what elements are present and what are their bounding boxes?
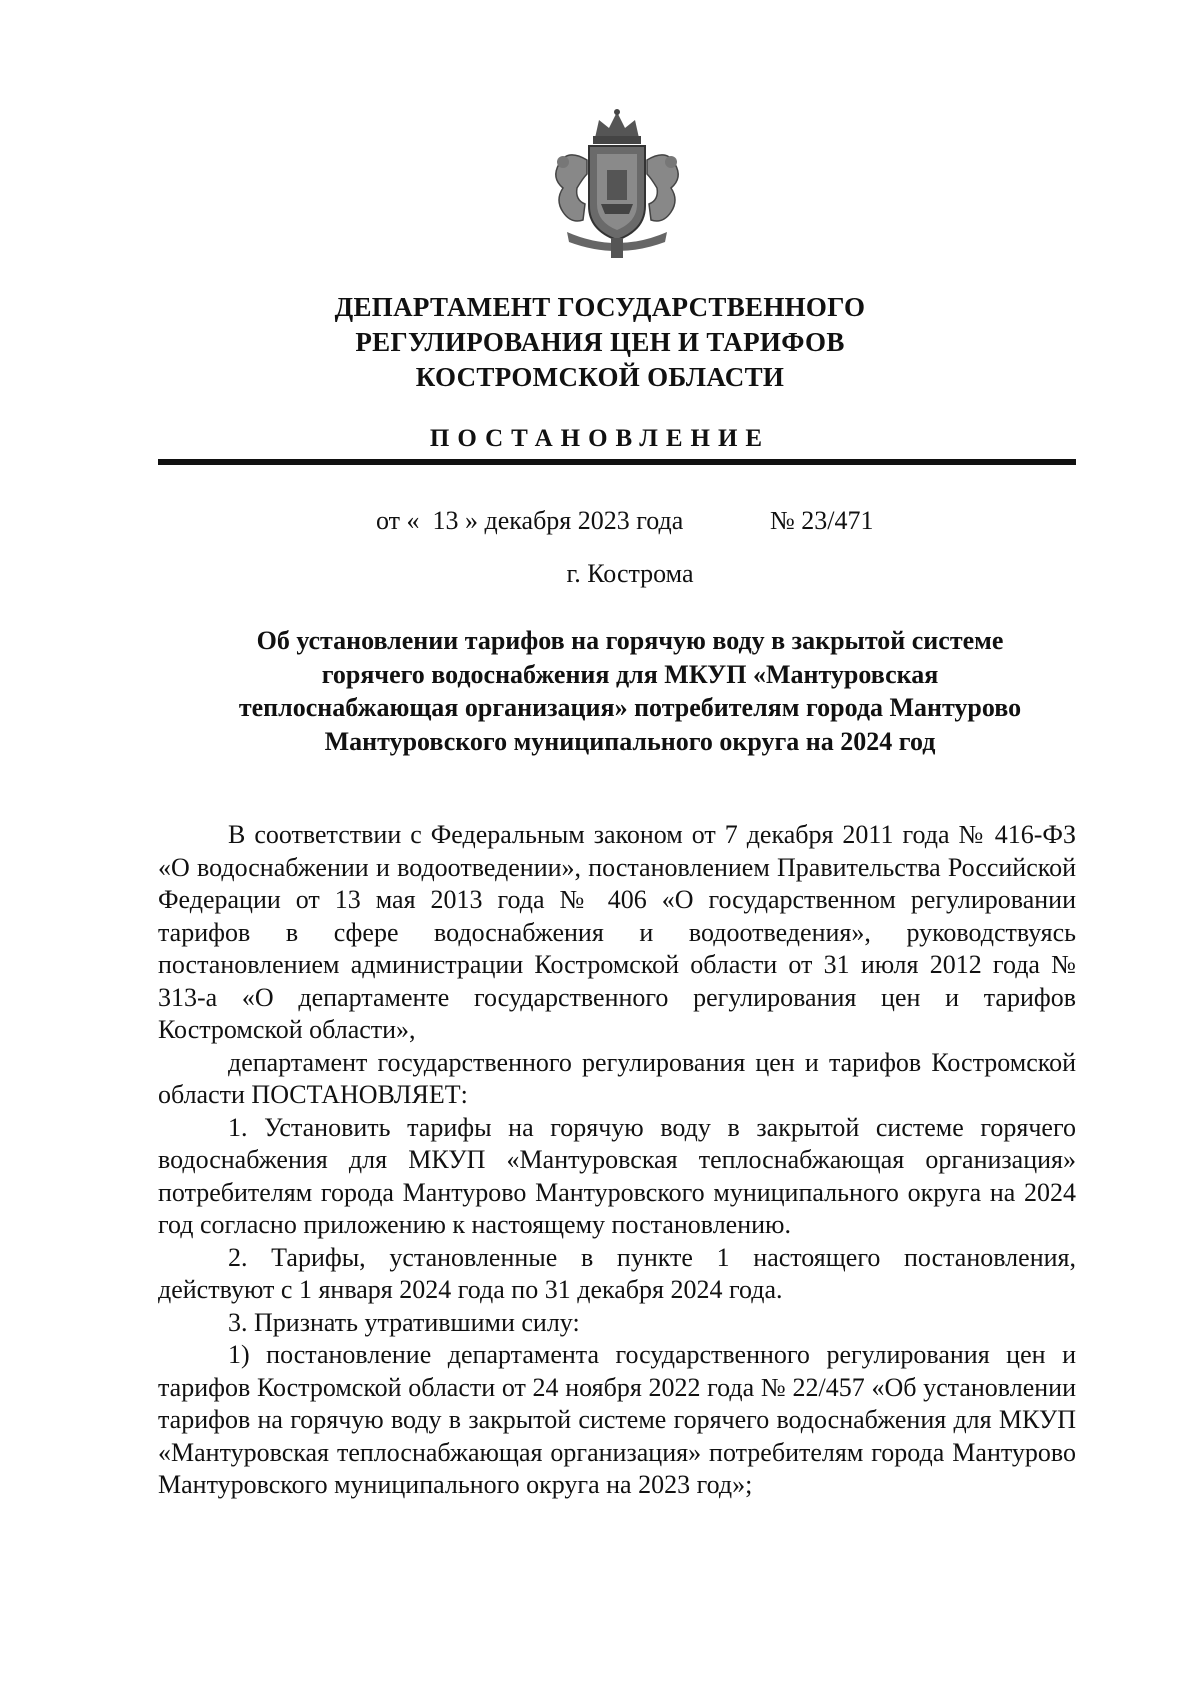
organization-name [0,290,1200,395]
title-line-1: Об установлении тарифов на горячую воду в закрытой системе [256,626,1004,655]
document-title [175,624,1085,758]
preamble-paragraph: В соответствии с Федеральным законом от 7 декабря 2011 года № 416-ФЗ «О водоснабжении и водоотведении», постановлением Правительства Российской Федерации от 13 мая 2013 года № 406 «О государственном регулировании тарифов в сфере водоснабжения и водоотведения», руководствуясь постановлением администрации Костромской области от 31 июля 2012 года № 313-а «О департаменте государственного регулирования цен и тарифов Костромской области», [158,820,1076,1044]
clause-1-paragraph: 1. Установить тарифы на горячую воду в закрытой системе горячего водоснабжения для МКУП «Мантуровская теплоснабжающая организация» потребителям города Мантурово Мантуровского муниципального округа на 2024 год согласно приложению к настоящему постановлению. [158,1112,1076,1239]
clause-2-paragraph: 2. Тарифы, установленные в пункте 1 настоящего постановления, действуют с 1 января 2024 года по 31 декабря 2024 года. [158,1242,1076,1304]
clause-3-paragraph: 3. Признать утратившими силу: [228,1307,580,1337]
org-line-2: РЕГУЛИРОВАНИЯ ЦЕН И ТАРИФОВ [355,327,845,357]
title-line-2: горячего водоснабжения для МКУП «Мантуровская [321,659,939,689]
document-city: г. Кострома [566,559,694,588]
org-line-1: ДЕПАРТАМЕНТ ГОСУДАРСТВЕННОГО [334,292,866,322]
kostroma-coat-of-arms-icon [537,108,697,260]
document-date: от « 13 » декабря 2023 года [376,506,684,535]
title-line-3: теплоснабжающая организация» потребителям города Мантурово [238,693,1022,722]
clause-3-1-paragraph: 1) постановление департамента государственного регулирования цен и тарифов Костромской области от 24 ноября 2022 года № 22/457 «Об установлении тарифов на горячую воду в закрытой системе горячего водоснабжения для МКУП «Мантуровская теплоснабжающая организация» потребителям города Мантурово Мантуровского муниципального округа на 2023 год»; [158,1340,1076,1499]
org-line-3: КОСТРОМСКОЙ ОБЛАСТИ [415,362,785,392]
header-divider [158,459,1076,465]
document-type: ПОСТАНОВЛЕНИЕ [429,425,771,452]
document-body [158,819,1076,1502]
resolution-paragraph: департамент государственного регулирования цен и тарифов Костромской области ПОСТАНОВЛЯЕТ: [158,1047,1076,1109]
title-line-4: Мантуровского муниципального округа на 2024 год [324,726,936,756]
document-number: № 23/471 [770,506,874,535]
